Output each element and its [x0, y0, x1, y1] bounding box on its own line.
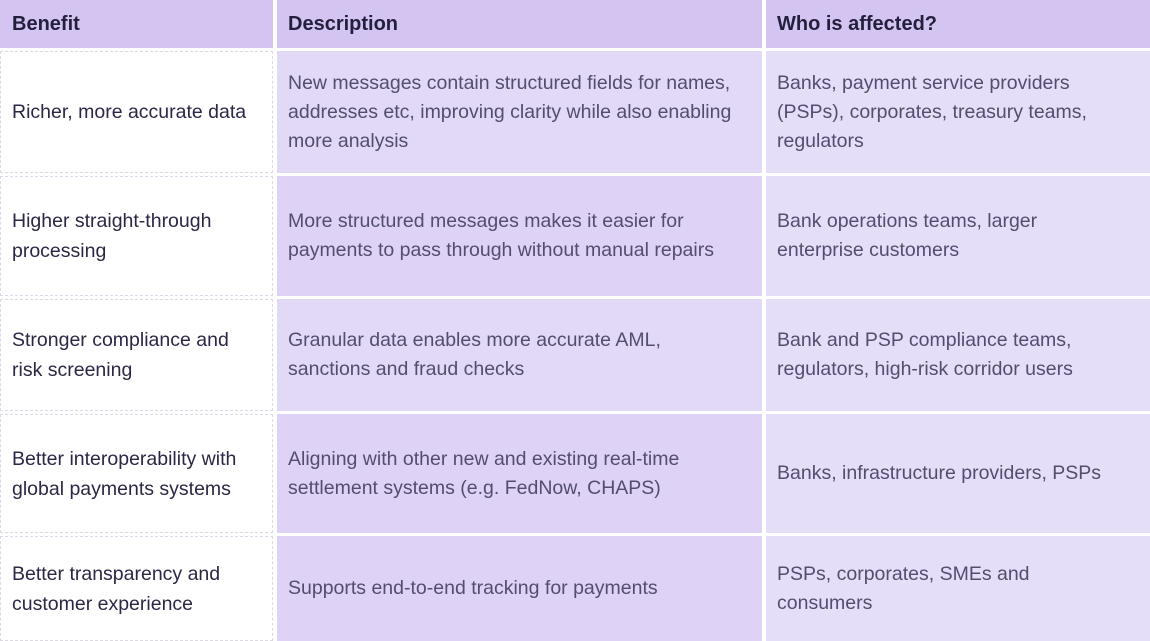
- affected-cell: Bank operations teams, larger enterprise customers: [766, 176, 1150, 296]
- benefit-cell: Stronger compliance and risk screening: [0, 299, 273, 411]
- benefit-cell: Higher straight-through processing: [0, 176, 273, 296]
- column-header-benefit: Benefit: [0, 0, 273, 48]
- column-header-description: Description: [277, 0, 762, 48]
- benefit-cell: Better transparency and customer experience: [0, 536, 273, 641]
- affected-cell: PSPs, corporates, SMEs and consumers: [766, 536, 1150, 641]
- column-header-who-is-affected: Who is affected?: [766, 0, 1150, 48]
- description-cell: New messages contain structured fields for names, addresses etc, improving clarity while also enabling more analysis: [277, 51, 762, 173]
- benefit-cell: Richer, more accurate data: [0, 51, 273, 173]
- description-cell: More structured messages makes it easier for payments to pass through without manual repairs: [277, 176, 762, 296]
- affected-cell: Banks, infrastructure providers, PSPs: [766, 414, 1150, 533]
- description-cell: Granular data enables more accurate AML, sanctions and fraud checks: [277, 299, 762, 411]
- description-cell: Aligning with other new and existing real-time settlement systems (e.g. FedNow, CHAPS): [277, 414, 762, 533]
- affected-cell: Banks, payment service providers (PSPs), corporates, treasury teams, regulators: [766, 51, 1150, 173]
- description-cell: Supports end-to-end tracking for payments: [277, 536, 762, 641]
- affected-cell: Bank and PSP compliance teams, regulators, high-risk corridor users: [766, 299, 1150, 411]
- benefit-cell: Better interoperability with global payments systems: [0, 414, 273, 533]
